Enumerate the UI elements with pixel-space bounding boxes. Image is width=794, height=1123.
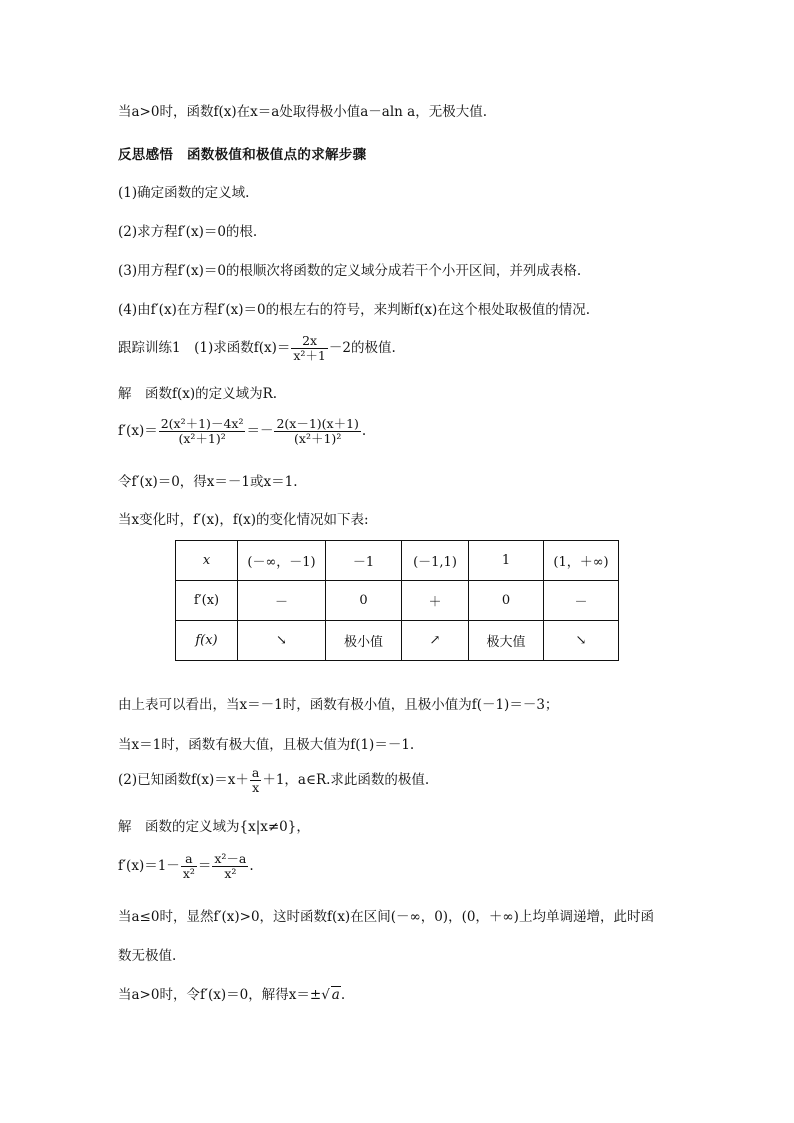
derivative-line-2 [118,852,254,881]
fraction [250,766,261,795]
table-cell: 0 [326,581,402,621]
fraction [181,852,197,881]
table-cell: 极大值 [469,621,544,661]
table-cell: 1 [469,541,544,581]
table-cell: (－1,1) [402,541,469,581]
table-row [176,541,619,581]
fraction-denominator: (x²＋1)² [178,431,226,446]
fraction-denominator: x [252,780,260,795]
table-cell: ↗ [402,621,469,661]
no-extremum-line: 数无极值. [118,948,177,964]
table-intro-line: 当x变化时，f′(x)，f(x)的变化情况如下表: [118,512,369,528]
table-cell: x [176,541,238,581]
step-4: (4)由f′(x)在方程f′(x)＝0的根左右的符号，来判断f(x)在这个根处取极值的情况. [118,302,591,318]
fraction-denominator: (x²＋1)² [294,431,342,446]
exercise-1-prefix: 跟踪训练1 (1)求函数f(x)＝ [118,340,291,356]
exercise-1-suffix: －2的极值. [328,340,396,356]
table-cell: f′(x) [176,581,238,621]
table-cell: ＋ [402,581,469,621]
case-prefix: 当a>0时，令f′(x)＝0，解得x＝± [118,987,322,1003]
period: . [361,423,367,439]
exercise-2-suffix: ＋1，a∈R.求此函数的极值. [262,772,430,788]
case-a-positive-line [118,983,345,1003]
fraction-numerator: a [251,765,260,780]
exercise-1-question [118,334,396,363]
table-cell: f(x) [176,621,238,661]
exercise-2-prefix: (2)已知函数f(x)＝x＋ [118,772,249,788]
table-row [176,621,619,661]
step-3: (3)用方程f′(x)＝0的根顺次将函数的定义域分成若干个小开区间，并列成表格. [118,263,582,279]
equals-minus: ＝－ [246,423,274,439]
fraction [212,852,248,881]
fraction-numerator: a [181,852,197,867]
table-cell: －1 [326,541,402,581]
step-1: (1)确定函数的定义域. [118,185,250,201]
table-row [176,581,619,621]
table-cell: － [544,581,619,621]
table-cell: － [238,581,326,621]
sqrt-sign: √ [321,987,330,1003]
solution-domain-line: 解 函数f(x)的定义域为R. [118,386,278,402]
derivative-prefix: f′(x)＝1－ [118,858,180,874]
fraction-numerator: 2x [291,334,328,349]
fraction [159,417,246,446]
equals: ＝ [197,858,212,874]
max-value-line: 当x＝1时，函数有极大值，且极大值为f(1)＝－1. [118,737,415,753]
fraction-denominator: x²＋1 [293,348,326,363]
fraction [274,417,360,446]
table-cell: ↘ [238,621,326,661]
min-value-line: 由上表可以看出，当x＝－1时，函数有极小值，且极小值为f(－1)＝－3； [118,697,559,713]
period: . [340,987,346,1003]
text-line-conclusion: 当a>0时，函数f(x)在x＝a处取得极小值a－aln a，无极大值. [118,104,487,120]
reflection-heading: 反思感悟 函数极值和极值点的求解步骤 [118,147,367,163]
derivative-line-1 [118,417,366,446]
table-cell: 极小值 [326,621,402,661]
table-cell: (1，＋∞) [544,541,619,581]
solution-domain-line-2: 解 函数的定义域为{x|x≠0}， [118,819,310,835]
fraction-denominator: x² [182,866,195,881]
exercise-2-question [118,766,429,795]
table-cell: (－∞，－1) [238,541,326,581]
fraction [291,334,328,363]
variation-table [175,540,619,661]
fraction-numerator: 2(x－1)(x＋1) [276,416,359,431]
sqrt-radicand: a [331,987,340,1003]
fraction-denominator: x² [224,866,237,881]
case-a-nonpositive-line: 当a≤0时，显然f′(x)>0，这时函数f(x)在区间(－∞，0)，(0，＋∞)上均单调递增，此时函 [118,909,654,925]
derivative-prefix: f′(x)＝ [118,423,158,439]
table-cell: ↘ [544,621,619,661]
fraction-numerator: 2(x²＋1)－4x² [160,416,244,431]
set-derivative-zero-line: 令f′(x)＝0，得x＝－1或x＝1. [118,474,298,490]
fraction-numerator: x²－a [214,851,247,866]
table-cell: 0 [469,581,544,621]
period: . [249,858,254,874]
step-2: (2)求方程f′(x)＝0的根. [118,224,258,240]
